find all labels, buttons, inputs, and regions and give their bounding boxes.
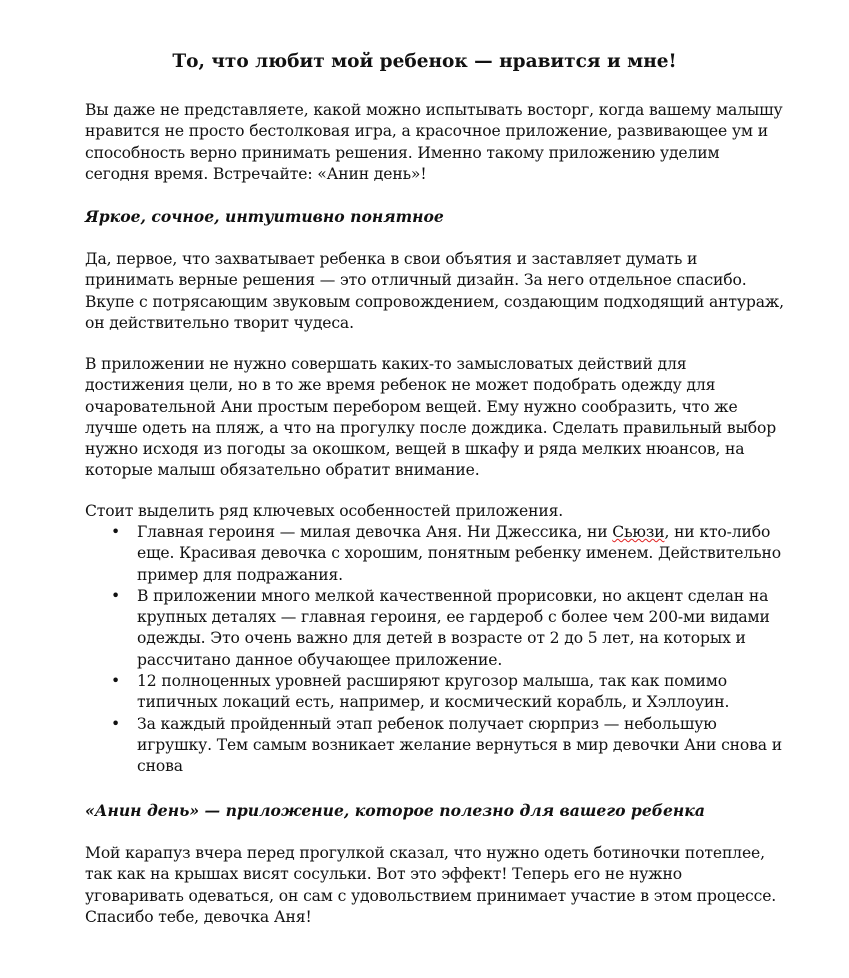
bullet-icon: •: [111, 714, 121, 733]
subheading-useful-app: «Анин день» — приложение, которое полезно для вашего ребенка: [85, 801, 705, 820]
closing-paragraph: Мой карапуз вчера перед прогулкой сказал, что нужно одеть ботиночки потеплее, так как на крышах висят сосульки. Вот это эффект! Теперь его не нужно уговаривать одеваться, он сам с удовольствием принимает участие в этом процессе. Спасибо тебе, девочка Аня!: [85, 844, 777, 926]
list-item-text: За каждый пройденный этап ребенок получает сюрприз — небольшую игрушку. Тем самым возникает желание вернуться в мир девочки Ани снова и снова: [137, 714, 782, 776]
list-item-text: Главная героиня — милая девочка Аня. Ни Джессика, ни: [137, 523, 613, 541]
list-item: [85, 522, 785, 586]
list-item-text: , ни кто-либо еще. Красивая девочка с хорошим, понятным ребенку именем. Действительно пример для подражания.: [137, 523, 781, 584]
design-paragraph: Да, первое, что захватывает ребенка в свои объятия и заставляет думать и принимать верные решения — это отличный дизайн. За него отдельное спасибо. Вкупе с потрясающим звуковым сопровождением, создающим подходящий антураж, он действительно творит чудеса.: [85, 250, 784, 332]
bullet-icon: •: [111, 672, 121, 691]
list-item: [85, 714, 785, 778]
intro-paragraph: Вы даже не представляете, какой можно испытывать восторг, когда вашему малышу нравится не просто бестолковая игра, а красочное приложение, развивающее ум и способность верно принимать решения. Именно такому приложению уделим сегодня время. Встречайте: «Анин день»!: [85, 101, 783, 183]
features-list: [85, 522, 785, 778]
bullet-icon: •: [111, 523, 121, 541]
list-item: [85, 586, 785, 671]
bullet-icon: •: [111, 586, 121, 605]
misspelled-word[interactable]: Сьюзи: [612, 523, 665, 541]
subheading-bright-juicy: Яркое, сочное, интуитивно понятное: [85, 207, 444, 226]
list-item-text: 12 полноценных уровней расширяют кругозор малыша, так как помимо типичных локаций есть, например, и космический корабль, и Хэллоуин.: [137, 672, 730, 712]
gameplay-paragraph: В приложении не нужно совершать каких-то замысловатых действий для достижения цели, но в то же время ребенок не может подобрать одежду для очаровательной Ани простым перебором вещей. Ему нужно сообразить, что же лучше одеть на пляж, а что на прогулку после дождика. Сделать правильный выбор нужно исходя из погоды за окошком, вещей в шкафу и ряда мелких нюансов, на которые малыш обязательно обратит внимание.: [85, 355, 777, 480]
list-item-text: В приложении много мелкой качественной прорисовки, но акцент сделан на крупных деталях — главная героиня, ее гардероб с более чем 200-ми видами одежды. Это очень важно для детей в возрасте от 2 до 5 лет, на которых и рассчитано данное обучающее приложение.: [137, 586, 770, 669]
features-intro: Стоит выделить ряд ключевых особенностей приложения.: [85, 502, 564, 520]
list-item: [85, 671, 785, 714]
document-title: То, что любит мой ребенок — нравится и мне!: [172, 51, 677, 72]
